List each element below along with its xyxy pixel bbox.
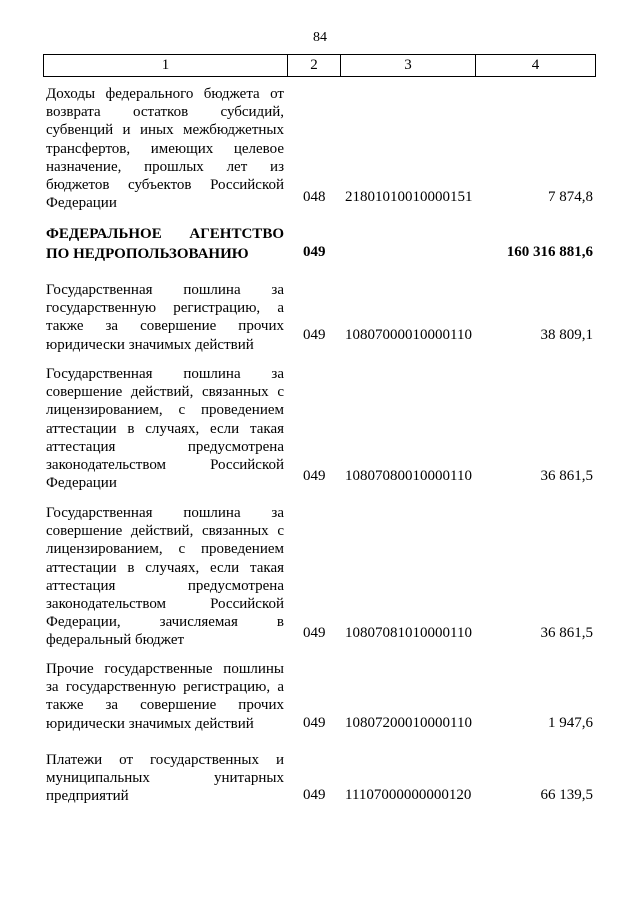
row-description: Государственная пошлина за совершение действий, связанных с лицензированием, с проведением аттестации в случаях, если такая аттестация предусмотрена законодательством Российской Федерации, зачисляемая в федеральный бюджет xyxy=(46,505,284,649)
row-admin-code: 049 xyxy=(303,244,326,260)
page-number: 84 xyxy=(313,30,327,45)
row-admin-code: 049 xyxy=(303,468,326,484)
row-kbk-code: 10807200010000110 xyxy=(345,715,472,731)
row-amount: 36 861,5 xyxy=(540,468,593,484)
column-header-1: 1 xyxy=(161,57,170,73)
row-description: Государственная пошлина за совершение действий, связанных с лицензированием, с проведением аттестации в случаях, если такая аттестация предусмотрена законодательством Российской Федерации xyxy=(46,366,284,492)
column-header-4: 4 xyxy=(475,55,595,76)
row-kbk-code: 10807000010000110 xyxy=(345,327,472,343)
row-admin-code: 049 xyxy=(303,625,326,641)
row-description: Платежи от государственных и муниципальных унитарных предприятий xyxy=(46,752,284,805)
row-description: Государственная пошлина за государственную регистрацию, а также за совершение прочих юридически значимых действий xyxy=(46,282,284,353)
column-header-2: 2 xyxy=(287,55,340,76)
row-description: Доходы федерального бюджета от возврата остатков субсидий, субвенций и иных межбюджетных трансфертов, имеющих целевое назначение, прошлых лет из бюджетов субъектов Российской Федерации xyxy=(46,86,284,212)
row-amount: 1 947,6 xyxy=(548,715,593,731)
row-kbk-code: 10807080010000110 xyxy=(345,468,472,484)
row-kbk-code: 11107000000000120 xyxy=(345,787,472,803)
row-kbk-code: 21801010010000151 xyxy=(345,189,473,205)
row-description: Прочие государственные пошлины за государственную регистрацию, а также за совершение прочих юридически значимых действий xyxy=(46,661,284,732)
row-amount: 160 316 881,6 xyxy=(506,244,593,260)
row-amount: 38 809,1 xyxy=(540,327,593,343)
row-kbk-code: 10807081010000110 xyxy=(345,625,472,641)
table-header xyxy=(43,54,596,77)
row-amount: 66 139,5 xyxy=(540,787,593,803)
row-admin-code: 049 xyxy=(303,327,326,343)
row-amount: 36 861,5 xyxy=(540,625,593,641)
row-admin-code: 049 xyxy=(303,787,326,803)
row-admin-code: 049 xyxy=(303,715,326,731)
row-admin-code: 048 xyxy=(303,189,326,205)
row-amount: 7 874,8 xyxy=(548,189,593,205)
row-description: ФЕДЕРАЛЬНОЕ АГЕНТСТВО ПО НЕДРОПОЛЬЗОВАНИЮ xyxy=(46,226,284,262)
column-header-3: 3 xyxy=(340,55,475,76)
